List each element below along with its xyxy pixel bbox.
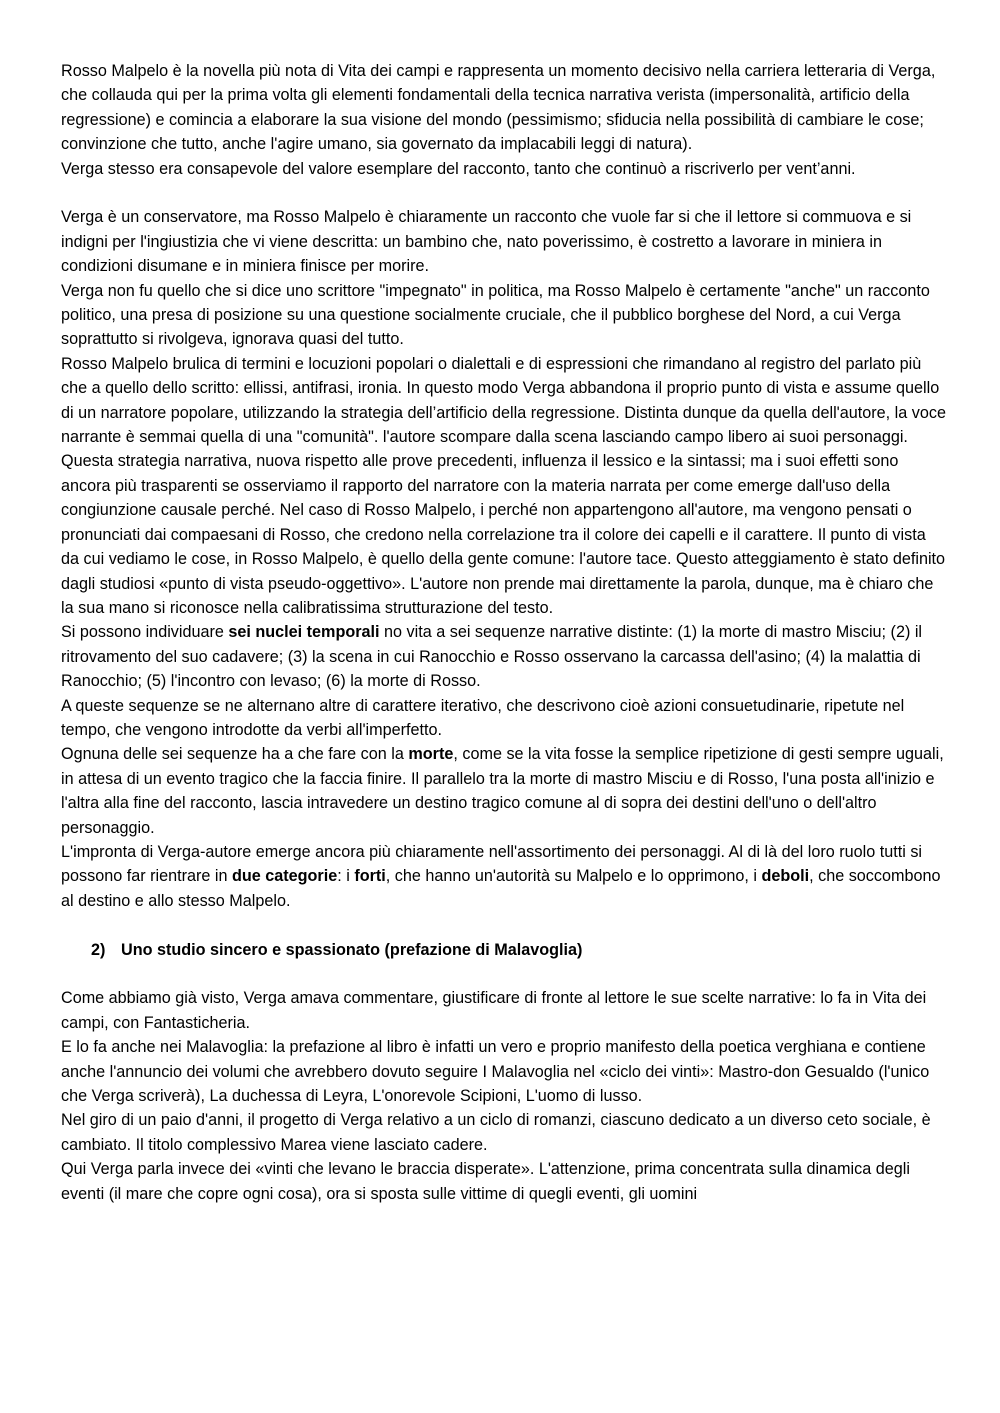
paragraph: Nel giro di un paio d'anni, il progetto di Verga relativo a un ciclo di romanzi, ciascuno dedicato a un diverso ceto sociale, è cambiato. Il titolo complessivo Marea viene lasciato cadere. xyxy=(61,1111,931,1154)
paragraph: Verga non fu quello che si dice uno scrittore "impegnato" in politica, ma Rosso Malpelo è certamente "anche" un racconto politico, una presa di posizione su una questione socialmente cruciale, che il pubblico borghese del Nord, a cui Verga soprattutto si rivolgeva, ignorava quasi del tutto. xyxy=(61,281,930,349)
paragraph: Come abbiamo già visto, Verga amava commentare, giustificare di fronte al lettore le sue scelte narrative: lo fa in Vita dei campi, con Fantasticheria. xyxy=(61,989,927,1032)
paragraph: Rosso Malpelo è la novella più nota di Vita dei campi e rappresenta un momento decisivo nella carriera letteraria di Verga, che collauda qui per la prima volta gli elementi fondamentali della tecnica narrativa verista (impersonalità, artificio della regressione) e comincia a elaborare la sua visione del mondo (pessimismo; sfiducia nella possibilità di cambiare le cose; convinzione che tutto, anche l'agire umano, sia governato da implacabili leggi di natura). xyxy=(61,62,936,154)
document-page xyxy=(61,59,946,1206)
text-run: L'impronta di Verga-autore emerge ancora più chiaramente nell'assortimento dei personaggi. Al di là del loro ruolo tutti si possono far rientrare in xyxy=(61,842,923,886)
text-run: , che soccombono al destino e allo stesso Malpelo. xyxy=(61,867,941,910)
paragraph: Verga è un conservatore, ma Rosso Malpelo è chiaramente un racconto che vuole far si che il lettore si commuova e si indigni per l'ingiustizia che vi viene descritta: un bambino che, nato poverissimo, è costretto a lavorare in miniera in condizioni disumane e in miniera finisce per morire. xyxy=(61,208,912,276)
text-run: , che hanno un'autorità su Malpelo e lo opprimono, i xyxy=(385,867,762,886)
heading-text: Uno studio sincero e spassionato (prefazione di Malavoglia) xyxy=(121,940,583,959)
paragraph: Rosso Malpelo brulica di termini e locuzioni popolari o dialettali e di espressioni che rimandano al registro del parlato più che a quello dello scritto: ellissi, antifrasi, ironia. In questo modo Verga abbandona il proprio punto di vista e assume quello di un narratore popolare, utilizzando la strategia dell’artificio della regressione. Distinta dunque da quella dell'autore, la voce narrante è semmai quella di una "comunità". l'autore scompare dalla scena lasciando campo libero ai suoi personaggi. xyxy=(61,354,946,447)
bold-term: forti xyxy=(354,867,386,886)
bold-term: morte xyxy=(408,745,454,764)
text-run: Si possono individuare xyxy=(61,623,229,642)
paragraph: E lo fa anche nei Malavoglia: la prefazione al libro è infatti un vero e proprio manifesto della poetica verghiana e contiene anche l'annuncio dei volumi che avrebbero dovuto seguire I Malavoglia nel «ciclo dei vinti»: Mastro-don Gesualdo (l'unico che Verga scriverà), La duchessa di Leyra, L'onorevole Scipioni, L'uomo di lusso. xyxy=(61,1038,930,1106)
blank-line xyxy=(61,181,946,205)
bold-term: sei nuclei temporali xyxy=(228,623,380,642)
text-run: Ognuna delle sei sequenze ha a che fare con la xyxy=(61,745,409,764)
text-run: , come se la vita fosse la semplice ripetizione di gesti sempre uguali, in attesa di un evento tragico che la faccia finire. Il parallelo tra la morte di mastro Misciu e di Rosso, l'una posta all'inizio e l'altra alla fine del racconto, lascia intravedere un destino tragico comune al di sopra dei destini dell'uno o dell'altro personaggio. xyxy=(61,745,944,837)
bold-term: deboli xyxy=(761,867,810,886)
blank-line xyxy=(61,962,946,986)
paragraph: Qui Verga parla invece dei «vinti che levano le braccia disperate». L'attenzione, prima concentrata sulla dinamica degli eventi (il mare che copre ogni cosa), ora si sposta sulle vittime di quegli eventi, gli uomini xyxy=(61,1160,910,1203)
paragraph xyxy=(61,742,946,840)
heading-number: 2) xyxy=(91,940,106,959)
text-run: : i xyxy=(337,867,355,886)
bold-term: due categorie xyxy=(231,867,338,886)
paragraph: Verga stesso era consapevole del valore esemplare del racconto, tanto che continuò a riscriverlo per vent’anni. xyxy=(61,159,856,178)
paragraph xyxy=(61,840,946,913)
blank-line xyxy=(61,913,946,937)
paragraph: A queste sequenze se ne alternano altre di carattere iterativo, che descrivono cioè azioni consuetudinarie, ripetute nel tempo, che vengono introdotte da verbi all'imperfetto. xyxy=(61,696,905,739)
paragraph: Questa strategia narrativa, nuova rispetto alle prove precedenti, influenza il lessico e la sintassi; ma i suoi effetti sono ancora più trasparenti se osserviamo il rapporto del narratore con la materia narrata per come emerge dall'uso della congiunzione causale perché. Nel caso di Rosso Malpelo, i perché non appartengono all'autore, ma vengono pensati o pronunciati dai compaesani di Rosso, che credono nella correlazione tra il colore dei capelli e il carattere. Il punto di vista da cui vediamo le cose, in Rosso Malpelo, è quello della gente comune: l'autore tace. Questo atteggiamento è stato definito dagli studiosi «punto di vista pseudo-oggettivo». L'autore non prende mai direttamente la parola, dunque, ma è chiaro che la sua mano si riconosce nella calibratissima strutturazione del testo. xyxy=(61,452,946,617)
section-heading xyxy=(61,938,946,962)
text-run: no vita a sei sequenze narrative distinte: (1) la morte di mastro Misciu; (2) il ritrovamento del suo cadavere; (3) la scena in cui Ranocchio e Rosso osservano la carcassa dell'asino; (4) la malattia di Ranocchio; (5) l'incontro con levaso; (6) la morte di Rosso. xyxy=(61,623,923,691)
paragraph xyxy=(61,620,946,693)
